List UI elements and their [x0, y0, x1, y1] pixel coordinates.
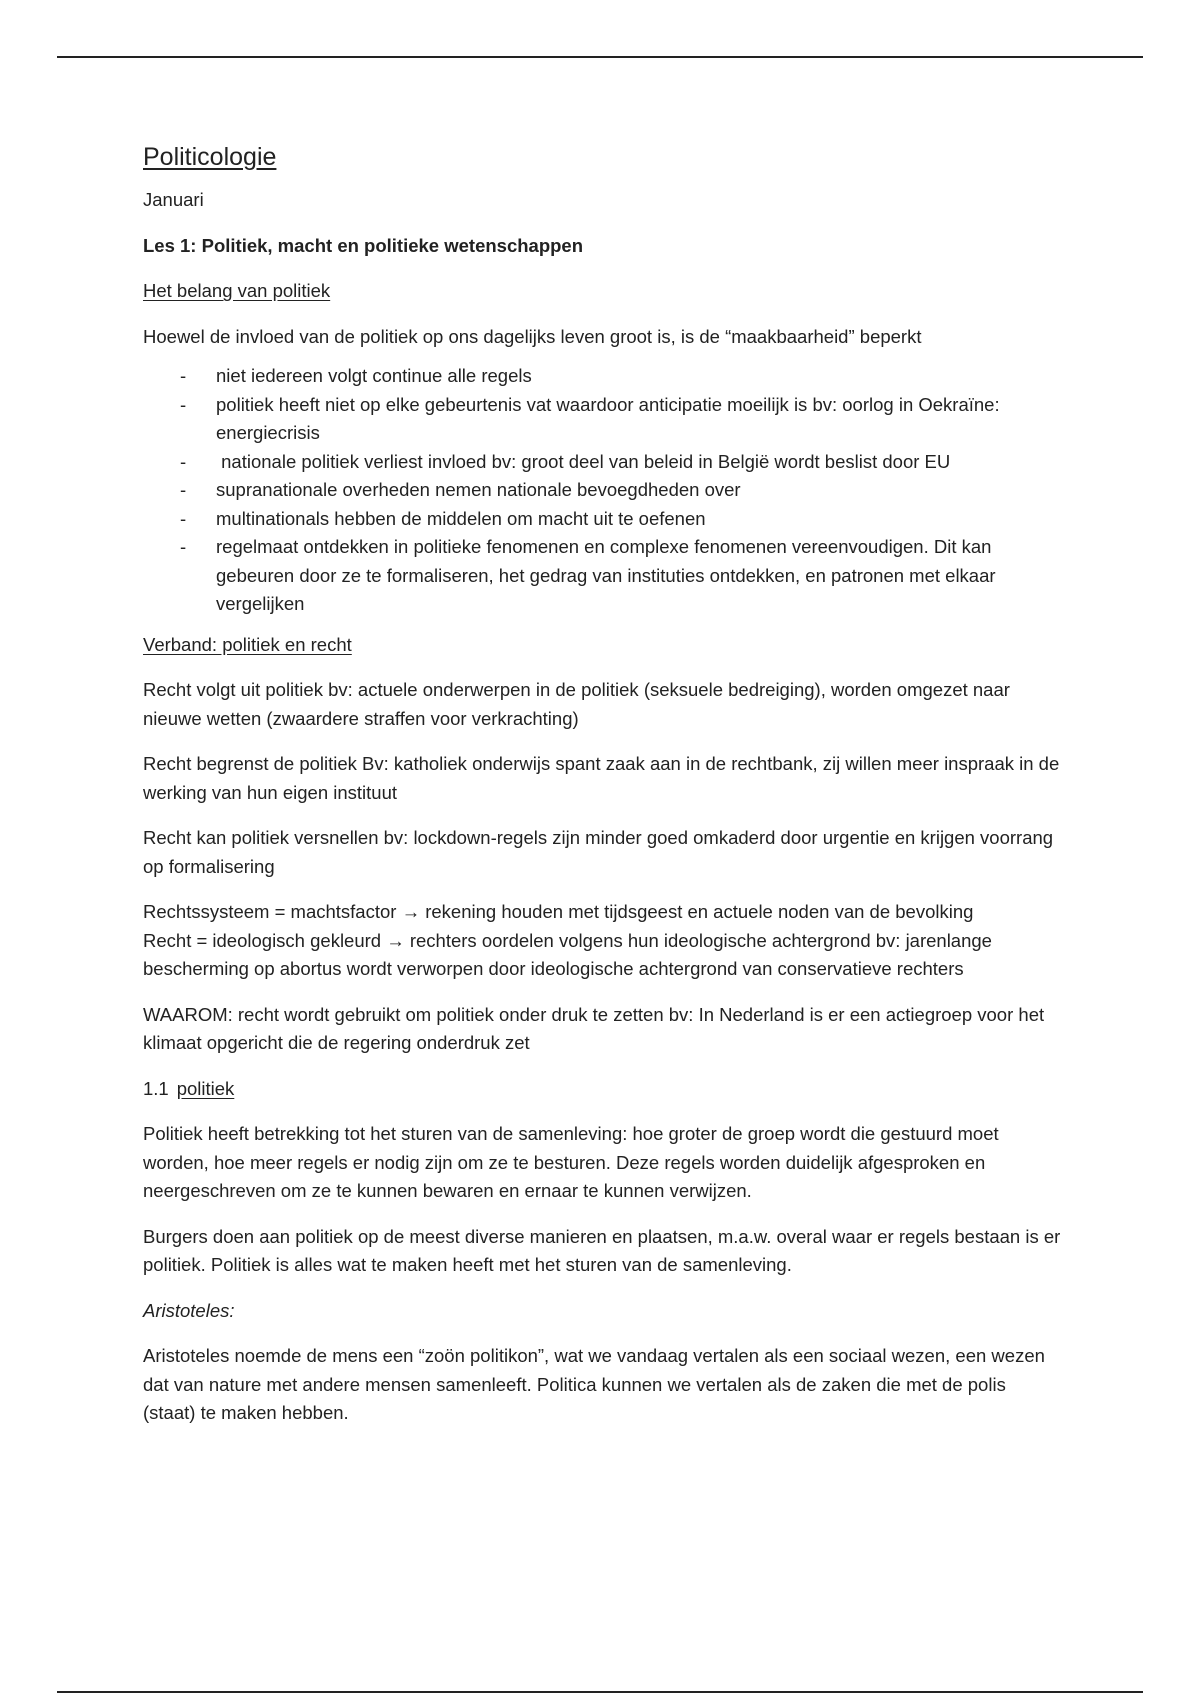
list-item [143, 391, 1063, 448]
section-heading-verband [143, 631, 1063, 660]
list-item-text: nationale politiek verliest invloed bv: groot deel van beleid in België wordt beslist door EU [216, 450, 951, 472]
bullet-dash: - [180, 536, 187, 557]
section-heading-politiek [143, 1075, 1063, 1104]
list-item-text: regelmaat ontdekken in politieke fenomenen en complexe fenomenen vereenvoudigen. Dit kan gebeuren door ze te formaliseren, het gedrag van instituties ontdekken, en patronen met elkaar vergelijken [216, 536, 996, 614]
footer-rule [57, 1691, 1143, 1693]
section-number: 1.1 [143, 1077, 169, 1099]
list-item-text: politiek heeft niet op elke gebeurtenis vat waardoor anticipatie moeilijk is bv: oorlog in Oekraïne: energiecrisis [216, 393, 1000, 443]
paragraph-sturen: Politiek heeft betrekking tot het sturen van de samenleving: hoe groter de groep wordt die gestuurd moet worden, hoe meer regels er nodig zijn om ze te besturen. Deze regels worden duidelijk afgesproken en neergeschreven om ze te kunnen bewaren en ernaar te kunnen verwijzen. [143, 1123, 999, 1201]
list-item [143, 448, 1063, 477]
paragraph-waarom: WAAROM: recht wordt gebruikt om politiek onder druk te zetten bv: In Nederland is er een actiegroep voor het klimaat opgericht die de regering onderdruk zet [143, 1003, 1045, 1053]
section-heading-verband-text: Verband: politiek en recht [143, 633, 352, 655]
header-rule [57, 56, 1143, 58]
section-heading-belang [143, 277, 1063, 306]
list-item-text: niet iedereen volgt continue alle regels [216, 365, 532, 386]
section-heading-belang-text: Het belang van politiek [143, 280, 331, 301]
list-item-text: multinationals hebben de middelen om macht uit te oefenen [216, 507, 706, 529]
paragraph-recht-volgt: Recht volgt uit politiek bv: actuele onderwerpen in de politiek (seksuele bedreiging), worden omgezet naar nieuwe wetten (zwaardere straffen voor verkrachting) [143, 679, 1010, 729]
paragraph-recht-versnelt: Recht kan politiek versnellen bv: lockdown-regels zijn minder goed omkaderd door urgentie en krijgen voorrang op formalisering [143, 827, 1054, 877]
paragraph-recht-begrenst: Recht begrenst de politiek Bv: katholiek onderwijs spant zaak aan in de rechtbank, zij willen meer inspraak in de werking van hun eigen instituut [143, 753, 1060, 803]
list-item [143, 362, 1063, 391]
list-item-text: supranationale overheden nemen nationale bevoegdheden over [216, 479, 741, 500]
bullet-dash: - [180, 365, 187, 386]
paragraph-aristoteles: Aristoteles noemde de mens een “zoön politikon”, wat we vandaag vertalen als een sociaal wezen, een wezen dat van nature met andere mensen samenleeft. Politica kunnen we vertalen als de zaken die met de polis (staat) te maken hebben. [143, 1345, 1045, 1423]
bullet-list [143, 362, 1063, 619]
list-item [143, 476, 1063, 505]
lesson-heading: Les 1: Politiek, macht en politieke wetenschappen [143, 234, 584, 256]
month-label: Januari [143, 189, 204, 210]
document-body [143, 140, 1063, 1445]
document-title: Politicologie [143, 143, 277, 171]
list-item [143, 533, 1063, 619]
section-heading-politiek-text: politiek [176, 1077, 235, 1099]
list-item [143, 505, 1063, 534]
bullet-dash: - [180, 479, 187, 500]
paragraph-burgers: Burgers doen aan politiek op de meest diverse manieren en plaatsen, m.a.w. overal waar er regels bestaan is er politiek. Politiek is alles wat te maken heeft met het sturen van de samenleving. [143, 1225, 1061, 1275]
line-ideologisch: Recht = ideologisch gekleurd → rechters oordelen volgens hun ideologische achtergrond bv: jarenlange bescherming op abortus wordt verworpen door ideologische achtergrond van conservatieve rechters [143, 929, 992, 979]
bullet-dash: - [180, 450, 187, 472]
line-machtsfactor: Rechtssysteem = machtsfactor → rekening houden met tijdsgeest en actuele noden van de bevolking [143, 901, 974, 922]
paragraph-rechtssysteem [143, 898, 1063, 984]
bullet-dash: - [180, 393, 187, 415]
subheading-aristoteles: Aristoteles: [143, 1299, 235, 1321]
bullet-dash: - [180, 507, 187, 529]
intro-paragraph: Hoewel de invloed van de politiek op ons dagelijks leven groot is, is de “maakbaarheid” beperkt [143, 325, 922, 347]
